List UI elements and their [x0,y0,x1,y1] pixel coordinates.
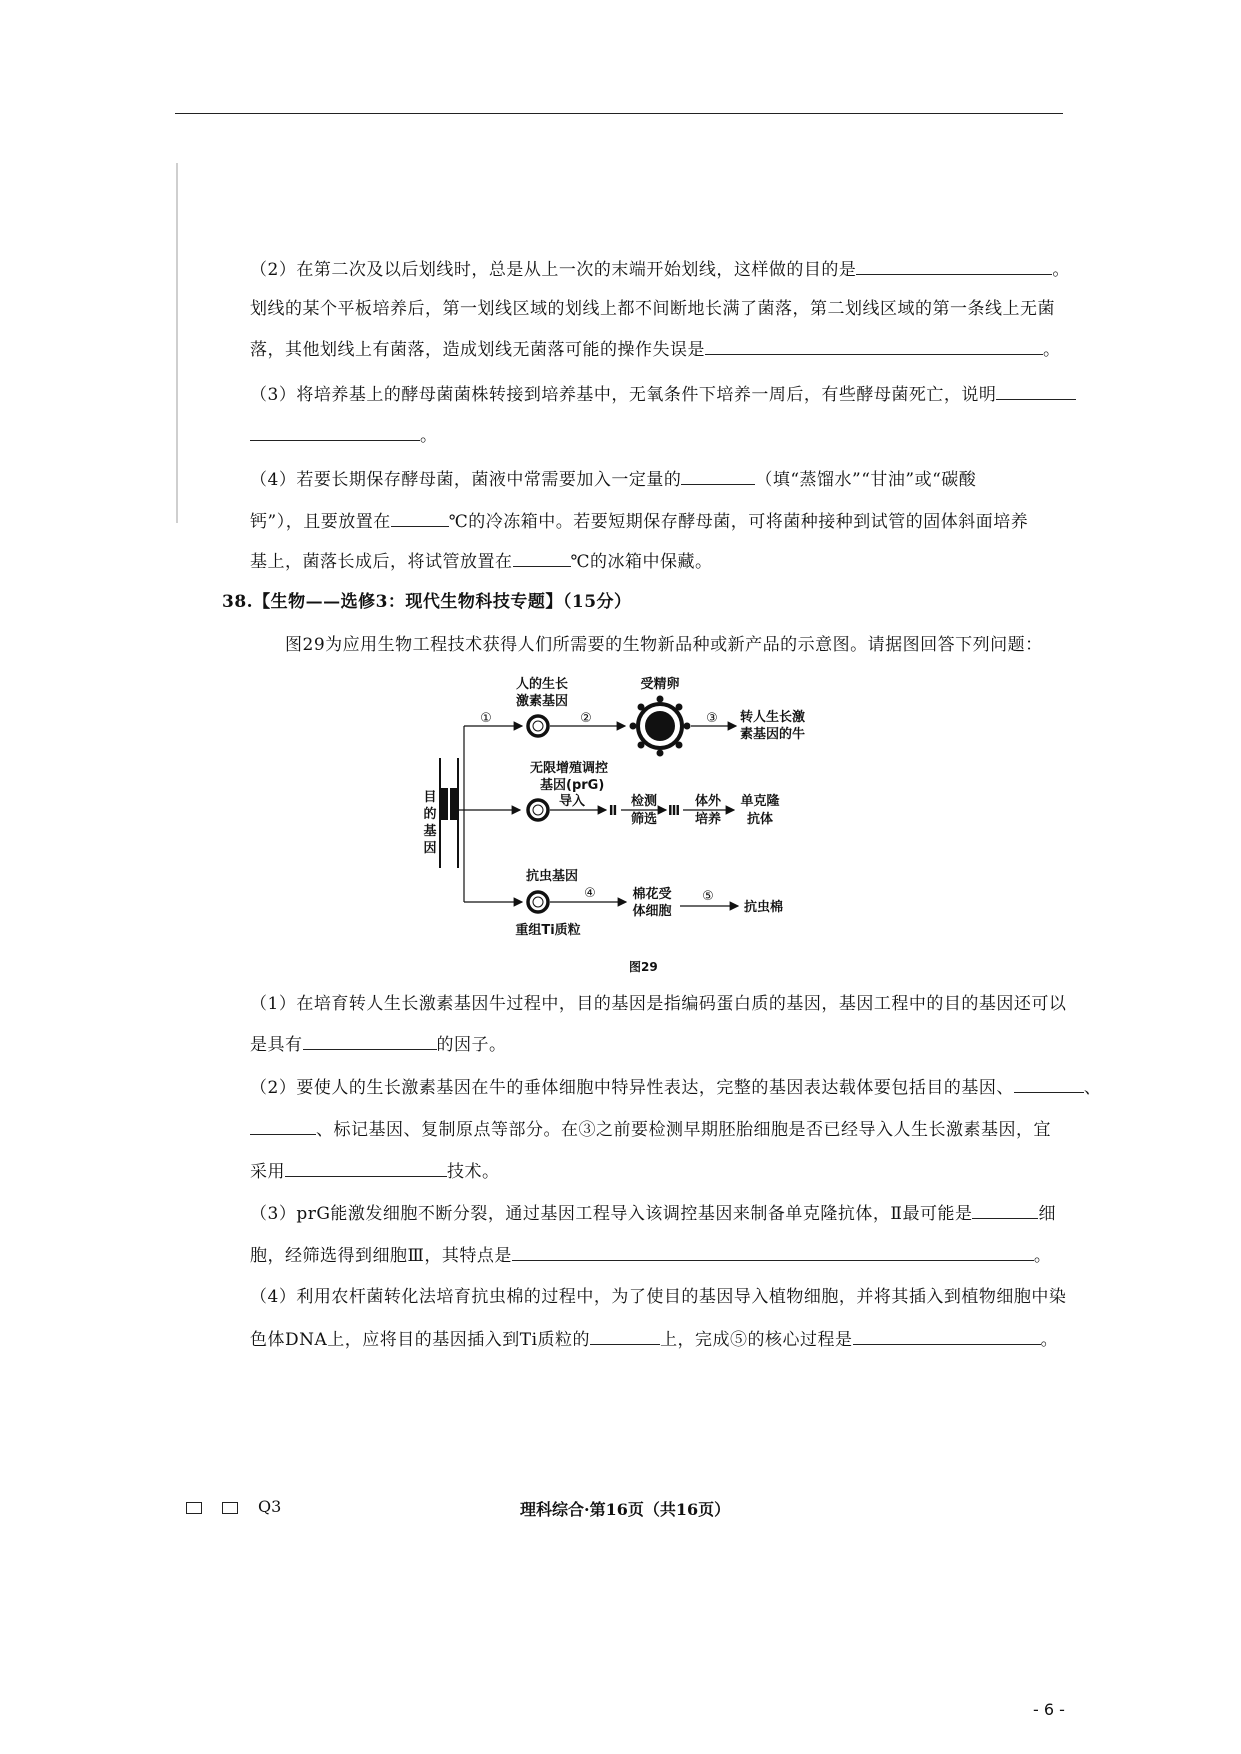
answer-blank [681,468,755,485]
answer-blank [856,258,1052,275]
q37-line-7-text: 钙”），且要放置在 [250,512,391,532]
q37-line-4-text: （3）将培养基上的酵母菌菌株转接到培养基中，无氧条件下培养一周后，有些酵母菌死亡，说明 [250,385,997,405]
answer-blank [972,1202,1038,1219]
q37-line-3-text: 落，其他划线上有菌落，造成划线无菌落可能的操作失误是 [250,340,705,360]
target-gene-dna [440,758,458,868]
culture-label-2: 培养 [694,812,722,827]
insect-gene-label: 抗虫基因 [525,869,579,884]
answer-blank [250,1118,316,1135]
fertilized-egg-label: 受精卵 [640,677,680,692]
plasmid-icon [528,800,548,820]
footer-code: Q3 [258,1497,282,1516]
q37-line-1 [250,258,1070,281]
answer-blank [1014,1076,1084,1093]
plasmid-icon [528,892,548,912]
period: 。 [420,426,438,446]
step-4-label: ④ [584,886,596,901]
mab-label-2: 抗体 [746,812,774,827]
plasmid-icon [528,716,548,736]
period: 。 [1052,260,1070,280]
figure-caption: 图29 [629,960,658,974]
cotton-cell-label-1: 棉花受 [632,887,672,902]
target-gene-label-4: 因 [423,841,437,856]
prg-gene-label-1: 无限增殖调控 [530,761,609,776]
answer-blank [996,383,1076,400]
q38-text: 细 [1038,1204,1056,1224]
q37-line-5 [250,424,438,447]
q37-line-4 [250,383,1076,406]
bt-cotton-label: 抗虫棉 [744,900,784,915]
q38-text: 胞，经筛选得到细胞Ⅲ，其特点是 [250,1246,512,1266]
q38-p3-line-1 [250,1202,1056,1225]
q38-p2-line-2 [250,1118,1051,1141]
period: 。 [1033,1246,1052,1266]
q38-p2-line-1 [250,1076,1101,1099]
page-number: - 6 - [1033,1700,1065,1719]
q38-p2-line-3 [250,1160,500,1183]
cotton-cell-label-2: 体细胞 [632,904,672,919]
q38-text: 是具有 [250,1035,303,1055]
top-rule [175,113,1063,114]
answer-blank [512,1244,1034,1261]
q38-text: （3）prG能激发细胞不断分裂，通过基因工程导入该调控基因来制备单克隆抗体，Ⅱ最可能是 [250,1204,973,1224]
screen-label-2: 筛选 [630,812,658,827]
step-1-label: ① [480,711,492,726]
answer-blank [391,510,449,527]
q37-line-6-text-b: （填“蒸馏水”“甘油”或“碳酸 [755,470,977,490]
checkbox-icon [222,1502,238,1514]
screen-label-1: 检测 [630,794,658,809]
answer-blank [853,1328,1041,1345]
scan-margin-mark [176,163,178,523]
import-label: 导入 [558,794,586,809]
footer-page-info: 理科综合·第16页（共16页） [520,1500,731,1519]
target-gene-label-1: 目 [423,790,437,805]
answer-blank [705,338,1043,355]
step-3-label: ③ [706,711,718,726]
mab-label-1: 单克隆 [740,794,780,809]
q38-text: 、 [1083,1078,1102,1098]
q37-line-8 [250,550,713,573]
q37-line-6 [250,468,976,491]
culture-label-1: 体外 [694,794,722,809]
q38-intro: 图29为应用生物工程技术获得人们所需要的生物新品种或新产品的示意图。请据图回答下列问题： [285,635,1043,655]
transgenic-cattle-label-1: 转人生长激 [740,710,806,725]
step-5-label: ⑤ [702,889,714,904]
period: 。 [1043,340,1061,360]
q38-p3-line-2 [250,1244,1051,1267]
q38-heading: 38.【生物——选修3：现代生物科技专题】（15分） [222,592,632,612]
q37-line-1-text: （2）在第二次及以后划线时，总是从上一次的末端开始划线，这样做的目的是 [250,260,857,280]
hgh-gene-label-1: 人的生长 [515,677,569,692]
q37-line-7-text-b: ℃的冷冻箱中。若要短期保存酵母菌，可将菌种接种到试管的固体斜面培养 [448,512,1029,532]
q38-text: 采用 [250,1162,285,1182]
answer-blank [513,550,571,567]
q37-line-7 [250,510,1028,533]
q38-p4-line-2 [250,1328,1058,1351]
transgenic-cattle-label-2: 素基因的牛 [740,727,806,742]
ti-plasmid-label: 重组Ti质粒 [515,923,581,938]
q38-p4-line-1: （4）利用农杆菌转化法培育抗虫棉的过程中，为了使目的基因导入植物细胞，并将其插入到植物细胞中染 [250,1287,1067,1307]
q38-p1-line-1: （1）在培育转人生长激素基因牛过程中，目的基因是指编码蛋白质的基因，基因工程中的目的基因还可以 [250,994,1067,1014]
answer-blank [590,1328,660,1345]
q37-line-6-text: （4）若要长期保存酵母菌，菌液中常需要加入一定量的 [250,470,682,490]
cell-iii-label: Ⅲ [667,804,681,819]
q37-line-8-text: 基上，菌落长成后，将试管放置在 [250,552,513,572]
q38-text: 技术。 [447,1162,500,1182]
q38-text: （2）要使人的生长激素基因在牛的垂体细胞中特异性表达，完整的基因表达载体要包括目的基因、 [250,1078,1014,1098]
target-gene-label-3: 基 [423,824,437,839]
answer-blank [250,424,420,441]
target-gene-label-2: 的 [423,807,437,822]
q38-text: 的因子。 [436,1035,507,1055]
step-2-label: ② [580,711,592,726]
q38-text: 上，完成⑤的核心过程是 [660,1330,853,1350]
q37-line-2: 划线的某个平板培养后，第一划线区域的划线上都不间断地长满了菌落，第二划线区域的第一条线上无菌 [250,299,1055,319]
fertilized-egg-icon [630,696,691,757]
cell-ii-label: Ⅱ [608,804,618,819]
period: 。 [1040,1330,1059,1350]
q37-line-8-text-b: ℃的冰箱中保藏。 [570,552,713,572]
prg-gene-label-2: 基因(prG) [540,778,605,793]
hgh-gene-label-2: 激素基因 [515,694,569,709]
answer-blank [303,1033,437,1050]
answer-blank [285,1160,447,1177]
figure-29-diagram [400,668,860,958]
q38-text: 色体DNA上，应将目的基因插入到Ti质粒的 [250,1330,591,1350]
q38-p1-line-2 [250,1033,507,1056]
q37-line-3 [250,338,1061,361]
checkbox-icon [186,1502,202,1514]
q38-text: 、标记基因、复制原点等部分。在③之前要检测早期胚胎细胞是否已经导入人生长激素基因，宜 [316,1120,1051,1140]
